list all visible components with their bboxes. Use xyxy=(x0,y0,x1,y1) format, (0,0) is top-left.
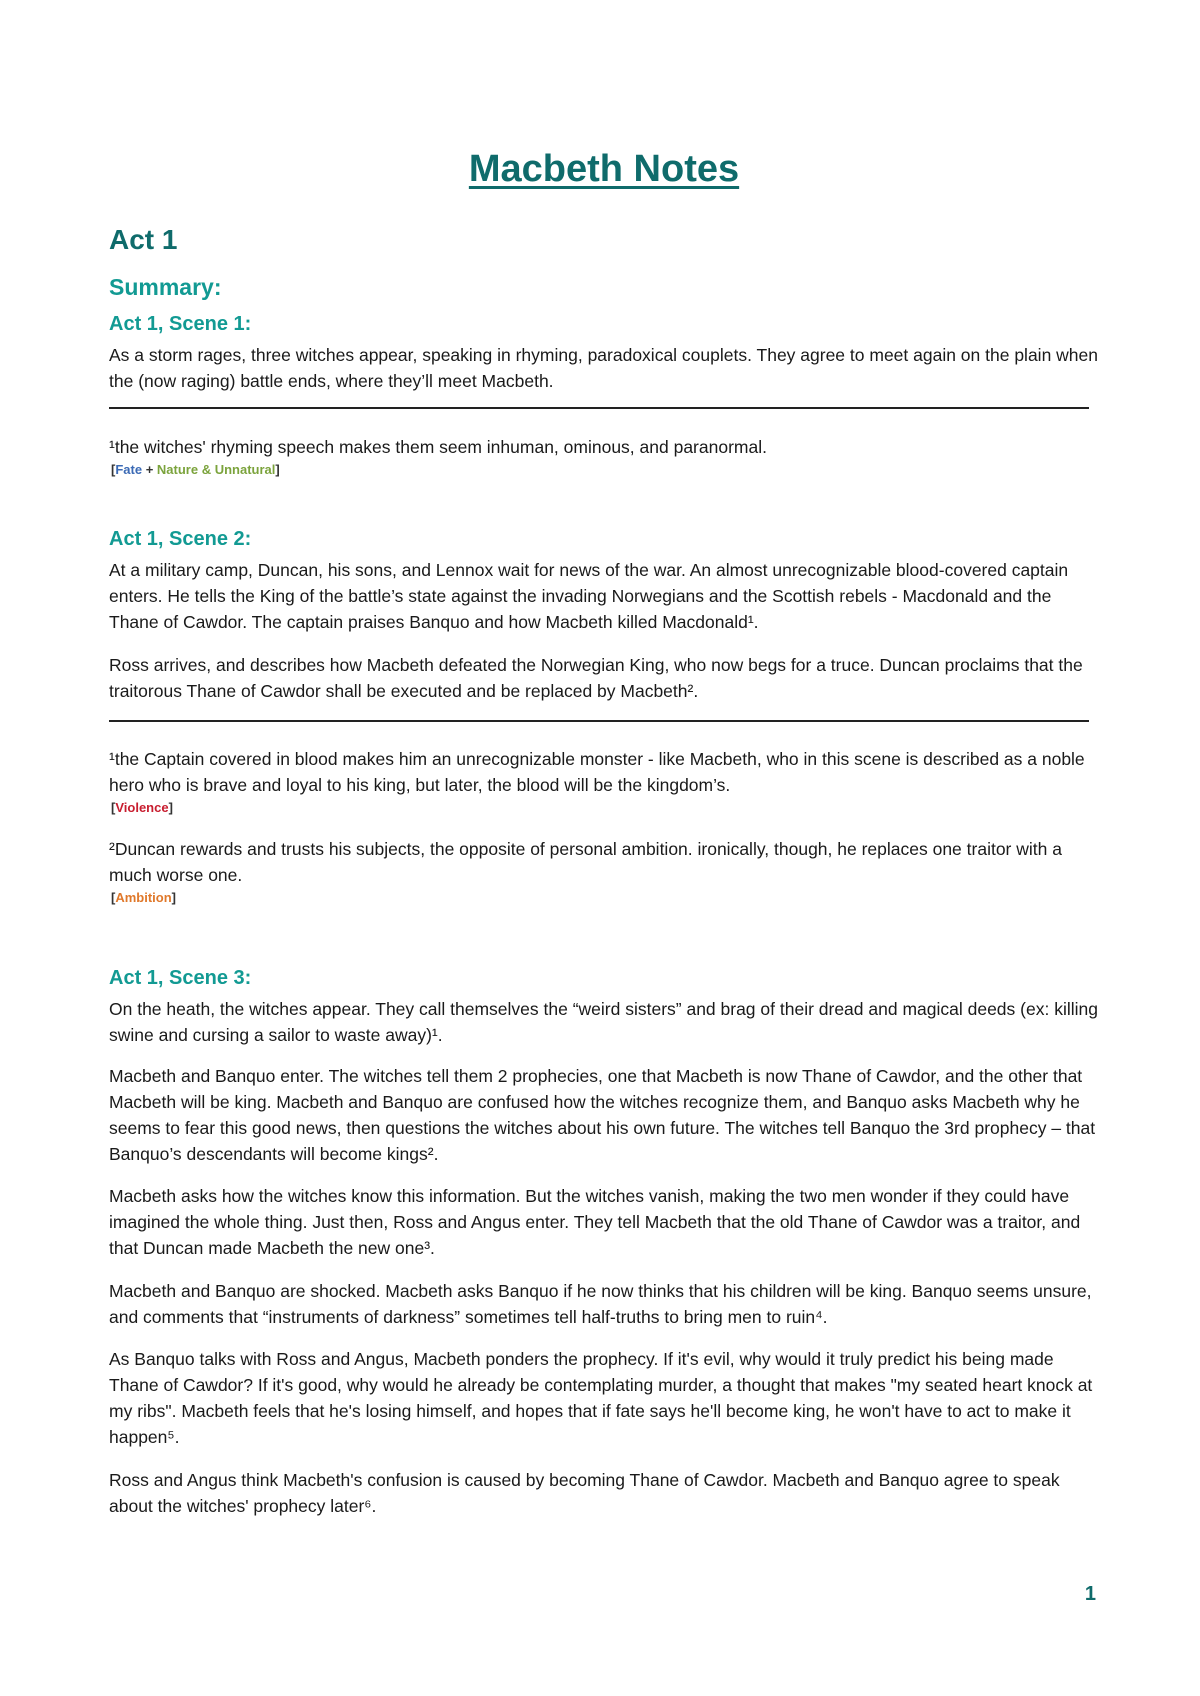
theme-tag-nature: Nature & Unnatural xyxy=(156,462,276,477)
scene-2-paragraph-1: At a military camp, Duncan, his sons, and Lennox wait for news of the war. An almost unrecognizable blood-covered captain enters. He tells the King of the battle’s state against the invading Norwegians and the Scottish rebels - Macdonald and the Thane of Cawdor. The captain praises Banquo and how Macbeth killed Macdonald¹. xyxy=(109,560,1069,632)
theme-tags: [Fate + Nature & Unnatural] xyxy=(111,462,280,477)
scene-3-heading: Act 1, Scene 3: xyxy=(109,967,252,989)
page-title: Macbeth Notes xyxy=(468,148,740,190)
theme-tag-violence: Violence xyxy=(115,800,169,815)
theme-tag-fate: Fate xyxy=(115,462,143,477)
scene-3-paragraph-5: As Banquo talks with Ross and Angus, Macbeth ponders the prophecy. If it's evil, why would it truly predict his being made Thane of Cawdor? If it's good, why would he already be contemplating murder, a thought that makes "my seated heart knock at my ribs". Macbeth feels that he's losing himself, and hopes that if fate says he'll become king, he won't have to act to make it happen⁵. xyxy=(109,1349,1093,1447)
scene-1-note-1: ¹the witches' rhyming speech makes them seem inhuman, ominous, and paranormal. xyxy=(109,437,767,457)
scene-3-paragraph-3: Macbeth asks how the witches know this information. But the witches vanish, making the two men wonder if they could have imagined the whole thing. Just then, Ross and Angus enter. They tell Macbeth that the old Thane of Cawdor was a traitor, and that Duncan made Macbeth the new one³. xyxy=(109,1186,1081,1258)
scene-3-paragraph-6: Ross and Angus think Macbeth's confusion is caused by becoming Thane of Cawdor. Macbeth and Banquo agree to speak about the witches' prophecy later⁶. xyxy=(109,1470,1060,1516)
scene-2-note-2: ²Duncan rewards and trusts his subjects, the opposite of personal ambition. ironically, though, he replaces one traitor with a much worse one. xyxy=(109,839,1062,885)
theme-tag-ambition: Ambition xyxy=(115,890,172,905)
scene-3-paragraph-4: Macbeth and Banquo are shocked. Macbeth asks Banquo if he now thinks that his children will be king. Banquo seems unsure, and comments that “instruments of darkness” sometimes tell half-truths to bring men to ruin⁴. xyxy=(109,1281,1092,1327)
theme-tags: [Ambition] xyxy=(111,890,177,905)
summary-heading: Summary: xyxy=(109,274,222,300)
scene-3-paragraph-2: Macbeth and Banquo enter. The witches tell them 2 prophecies, one that Macbeth is now Thane of Cawdor, and the other that Macbeth will be king. Macbeth and Banquo are confused how the witches recognize them, and Banquo asks Macbeth why he seems to fear this good news, then questions the witches about his own future. The witches tell Banquo the 3rd prophecy – that Banquo’s descendants will become kings². xyxy=(109,1066,1096,1164)
scene-2-heading: Act 1, Scene 2: xyxy=(109,528,252,550)
scene-2-note-1: ¹the Captain covered in blood makes him an unrecognizable monster - like Macbeth, who in this scene is described as a noble hero who is brave and loyal to his king, but later, the blood will be the kingdom’s. xyxy=(109,749,1085,795)
theme-tags: [Violence] xyxy=(111,800,173,815)
divider xyxy=(109,407,1089,409)
page-number: 1 xyxy=(1084,1583,1096,1605)
act-heading: Act 1 xyxy=(109,224,178,255)
scene-3-paragraph-1: On the heath, the witches appear. They call themselves the “weird sisters” and brag of their dread and magical deeds (ex: killing swine and cursing a sailor to waste away)¹. xyxy=(109,999,1098,1045)
scene-1-paragraph-1: As a storm rages, three witches appear, speaking in rhyming, paradoxical couplets. They agree to meet again on the plain when the (now raging) battle ends, where they’ll meet Macbeth. xyxy=(109,345,1098,391)
divider xyxy=(109,720,1089,722)
scene-2-paragraph-2: Ross arrives, and describes how Macbeth defeated the Norwegian King, who now begs for a truce. Duncan proclaims that the traitorous Thane of Cawdor shall be executed and be replaced by Macbeth². xyxy=(109,655,1083,701)
scene-1-heading: Act 1, Scene 1: xyxy=(109,313,252,335)
